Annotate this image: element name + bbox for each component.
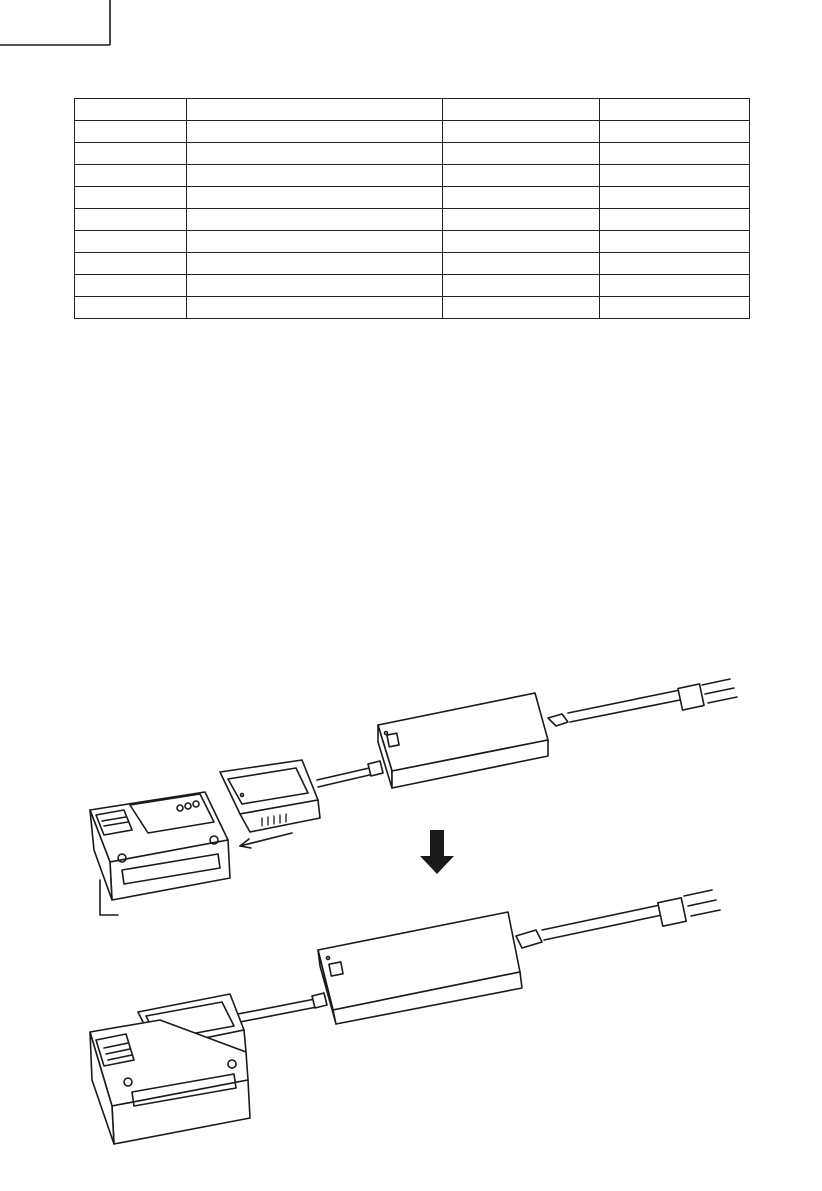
- table-cell: [443, 253, 600, 275]
- table-row: [75, 297, 750, 319]
- table-cell: [600, 99, 750, 121]
- ac-cord-bottom: [516, 905, 662, 948]
- spec-table: [74, 98, 750, 319]
- table-row: [75, 165, 750, 187]
- table-cell: [75, 99, 187, 121]
- table-cell: [187, 297, 443, 319]
- table-cell: [443, 209, 600, 231]
- table-cell: [187, 253, 443, 275]
- table-row: [75, 275, 750, 297]
- spec-table-body: [75, 99, 750, 319]
- ac-cord-top: [548, 690, 680, 726]
- table-row: [75, 143, 750, 165]
- table-cell: [600, 143, 750, 165]
- table-cell: [187, 231, 443, 253]
- table-cell: [75, 121, 187, 143]
- table-row: [75, 209, 750, 231]
- table-cell: [600, 187, 750, 209]
- table-row: [75, 231, 750, 253]
- dc-cord-top: [317, 761, 383, 787]
- charger-cradle-top: [220, 760, 320, 832]
- arrow-left-icon: [240, 833, 292, 848]
- table-row: [75, 187, 750, 209]
- power-adapter-bottom: [318, 912, 522, 1024]
- table-cell: [75, 231, 187, 253]
- table-cell: [75, 297, 187, 319]
- plug-top: [678, 679, 737, 710]
- table-cell: [600, 231, 750, 253]
- table-row: [75, 121, 750, 143]
- table-cell: [187, 143, 443, 165]
- table-cell: [600, 165, 750, 187]
- plug-bottom: [658, 890, 720, 926]
- table-cell: [187, 121, 443, 143]
- table-cell: [443, 99, 600, 121]
- table-cell: [600, 297, 750, 319]
- table-cell: [443, 297, 600, 319]
- table-cell: [75, 165, 187, 187]
- table-cell: [187, 165, 443, 187]
- charging-illustration: [0, 650, 822, 1170]
- table-cell: [443, 231, 600, 253]
- table-cell: [443, 275, 600, 297]
- table-cell: [600, 121, 750, 143]
- table-cell: [75, 209, 187, 231]
- table-cell: [187, 209, 443, 231]
- table-cell: [443, 121, 600, 143]
- power-adapter-top: [378, 693, 548, 788]
- table-cell: [600, 253, 750, 275]
- dc-cord-bottom: [238, 993, 327, 1022]
- table-cell: [75, 187, 187, 209]
- table-cell: [443, 187, 600, 209]
- table-cell: [187, 99, 443, 121]
- table-cell: [187, 187, 443, 209]
- table-cell: [600, 275, 750, 297]
- table-row: [75, 99, 750, 121]
- table-row: [75, 253, 750, 275]
- corner-mark: [0, 0, 120, 55]
- table-cell: [75, 253, 187, 275]
- arrow-down-icon: [420, 830, 454, 874]
- table-cell: [75, 275, 187, 297]
- table-cell: [187, 275, 443, 297]
- battery-pack-top: [90, 792, 230, 900]
- table-cell: [75, 143, 187, 165]
- table-cell: [443, 143, 600, 165]
- table-cell: [443, 165, 600, 187]
- table-cell: [600, 209, 750, 231]
